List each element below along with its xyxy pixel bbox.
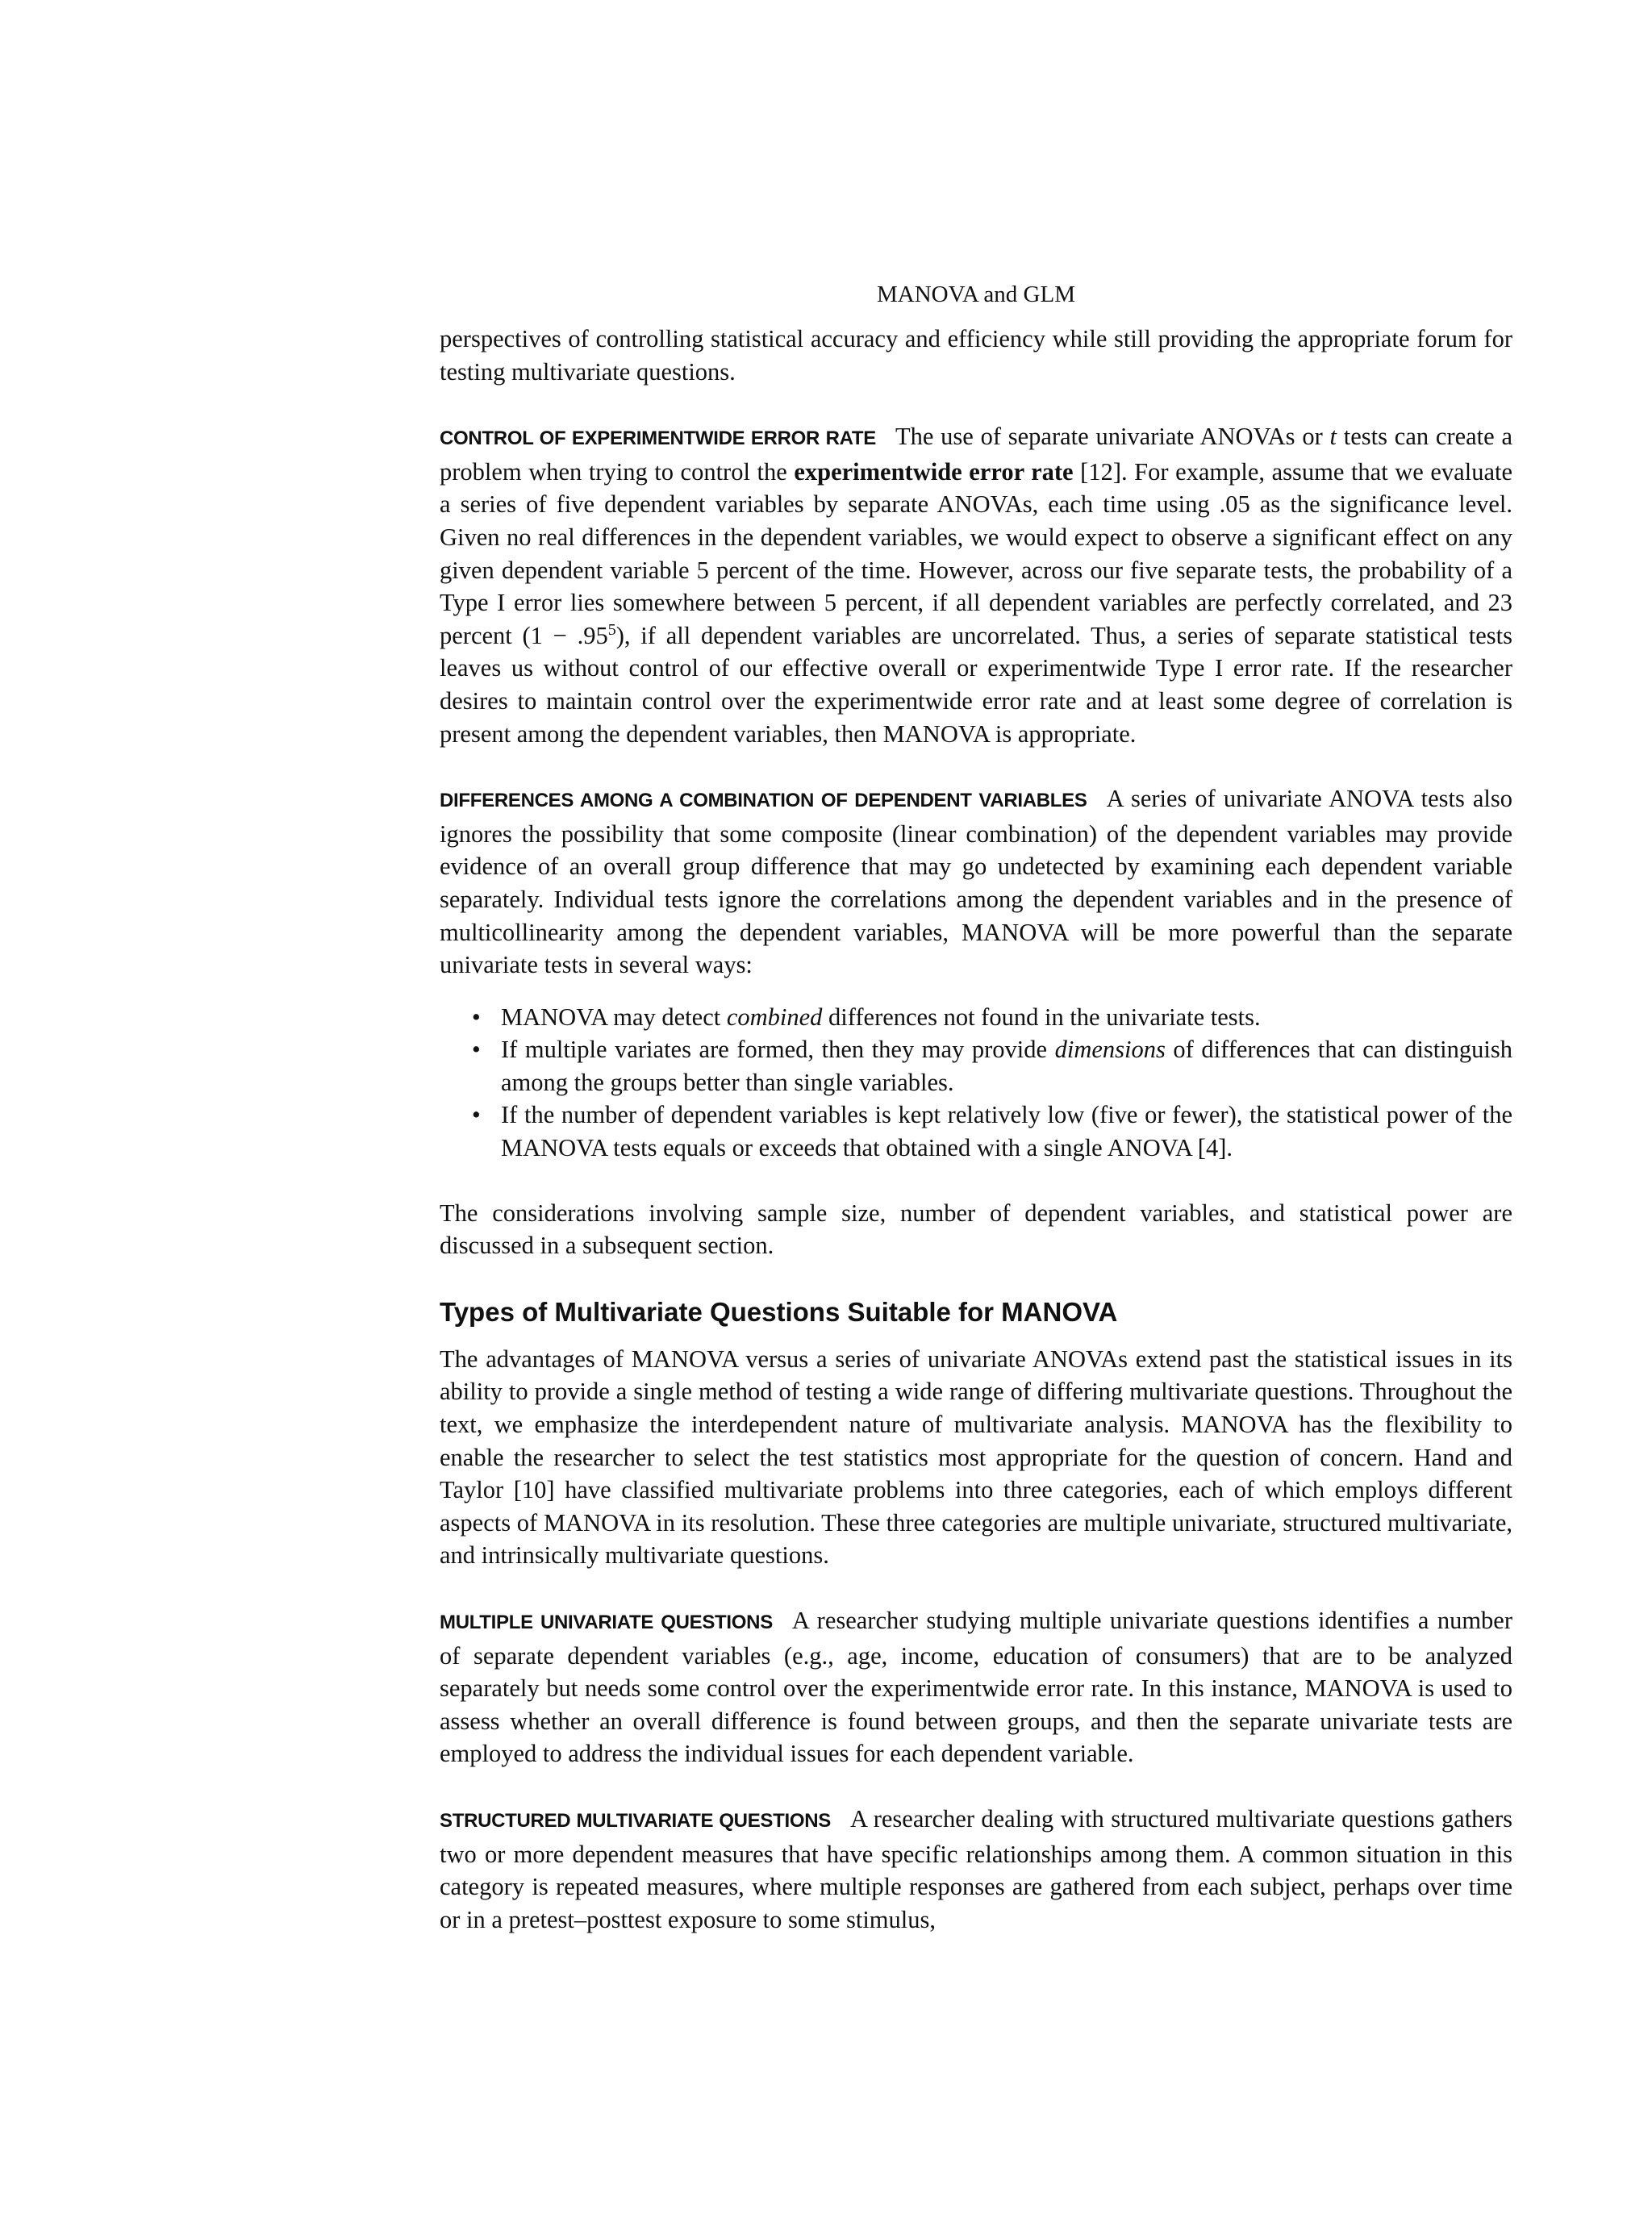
control-superscript: 5 — [607, 620, 616, 639]
differences-text: A series of univariate ANOVA tests also ignores the possibility that some composite (linear combination) of the dependent variables may provide evidence of an overall group difference that may go undetected by examining each dependent variable separately. Individual tests ignore the correlations among the dependent variables and in the presence of multicollinearity among the dependent variables, MANOVA will be more powerful than the separate univariate tests in several ways: — [440, 785, 1512, 979]
running-head: MANOVA and GLM — [877, 281, 1075, 307]
bullet-item — [440, 1001, 1512, 1034]
bullet-dot: • — [472, 1101, 481, 1129]
multiple-heading: MULTIPLE UNIVARIATE QUESTIONS — [440, 1612, 773, 1633]
control-text-1: The use of separate univariate ANOVAs or — [895, 423, 1330, 451]
differences-paragraph — [440, 782, 1512, 982]
bullet-emphasis: dimensions — [1054, 1036, 1166, 1064]
control-t-italic: t — [1329, 423, 1337, 451]
control-paragraph — [440, 420, 1512, 750]
bullet-dot: • — [472, 1036, 481, 1064]
control-text-3: [12]. For example, assume that we evaluate a series of five dependent variables by separate ANOVAs, each time using .05 as the significance level. Given no real differences in the dependent variables, we would expect to observe a significant effect on any given dependent variable 5 percent of the time. However, across our five separate tests, the probability of a Type I error lies somewhere between 5 percent, if all dependent variables are perfectly correlated, and 23 percent (1 − .95 — [440, 457, 1512, 649]
control-text-2: tests can create a problem when trying to control the — [440, 423, 1512, 486]
bullet-list — [440, 1001, 1512, 1165]
control-heading: CONTROL OF EXPERIMENTWIDE ERROR RATE — [440, 427, 876, 450]
bullet-text: If the number of dependent variables is kept relatively low (five or fewer), the statistical power of the MANOVA tests equals or exceeds that obtained with a single ANOVA [4]. — [501, 1101, 1512, 1162]
differences-heading: DIFFERENCES AMONG A COMBINATION OF DEPENDENT VARIABLES — [440, 790, 1087, 812]
structured-paragraph — [440, 1803, 1512, 1936]
advantages-paragraph: The advantages of MANOVA versus a series of univariate ANOVAs extend past the statistical issues in its ability to provide a single method of testing a wide range of differing multivariate questions. Throughout the text, we emphasize the interdependent nature of multivariate analysis. MANOVA has the flexibility to enable the researcher to select the test statistics most appropriate for the question of concern. Hand and Taylor [10] have classified multivariate problems into three categories, each of which employs different aspects of MANOVA in its resolution. These three categories are multiple univariate, structured multivariate, and intrinsically multivariate questions. — [440, 1345, 1512, 1570]
multiple-text: A researcher studying multiple univariate questions identifies a number of separate dependent variables (e.g., age, income, education of consumers) that are to be analyzed separately but needs some control over the experimentwide error rate. In this instance, MANOVA is used to assess whether an overall difference is found between groups, and then the separate univariate tests are employed to address the individual issues for each dependent variable. — [440, 1607, 1512, 1768]
bullet-text: of differences that can distinguish among the groups better than single variables. — [501, 1036, 1512, 1096]
bullet-text: differences not found in the univariate tests. — [822, 1003, 1261, 1031]
bullet-emphasis: combined — [726, 1003, 823, 1031]
control-term: experimentwide error rate — [794, 457, 1074, 486]
considerations-paragraph: The considerations involving sample size, number of dependent variables, and statistical power are discussed in a subsequent section. — [440, 1199, 1512, 1260]
bullet-item — [440, 1099, 1512, 1164]
bullet-text: If multiple variates are formed, then they may provide — [501, 1036, 1055, 1064]
control-text-4: ), if all dependent variables are uncorrelated. Thus, a series of separate statistical tests leaves us without control of our effective overall or experimentwide Type I error rate. If the researcher desires to maintain control over the experimentwide error rate and at least some degree of correlation is present among the dependent variables, then MANOVA is appropriate. — [440, 621, 1512, 748]
bullet-item — [440, 1033, 1512, 1099]
intro-paragraph: perspectives of controlling statistical accuracy and efficiency while still providing the appropriate forum for testing multivariate questions. — [440, 325, 1512, 386]
structured-text: A researcher dealing with structured multivariate questions gathers two or more dependent measures that have specific relationships among them. A common situation in this category is repeated measures, where multiple responses are gathered from each subject, perhaps over time or in a pretest–posttest exposure to some stimulus, — [440, 1804, 1512, 1933]
page — [440, 278, 1512, 1936]
section-heading: Types of Multivariate Questions Suitable for MANOVA — [440, 1296, 1118, 1327]
multiple-paragraph — [440, 1604, 1512, 1770]
bullet-text: MANOVA may detect — [501, 1003, 727, 1031]
bullet-dot: • — [472, 1003, 481, 1031]
structured-heading: STRUCTURED MULTIVARIATE QUESTIONS — [440, 1809, 831, 1832]
